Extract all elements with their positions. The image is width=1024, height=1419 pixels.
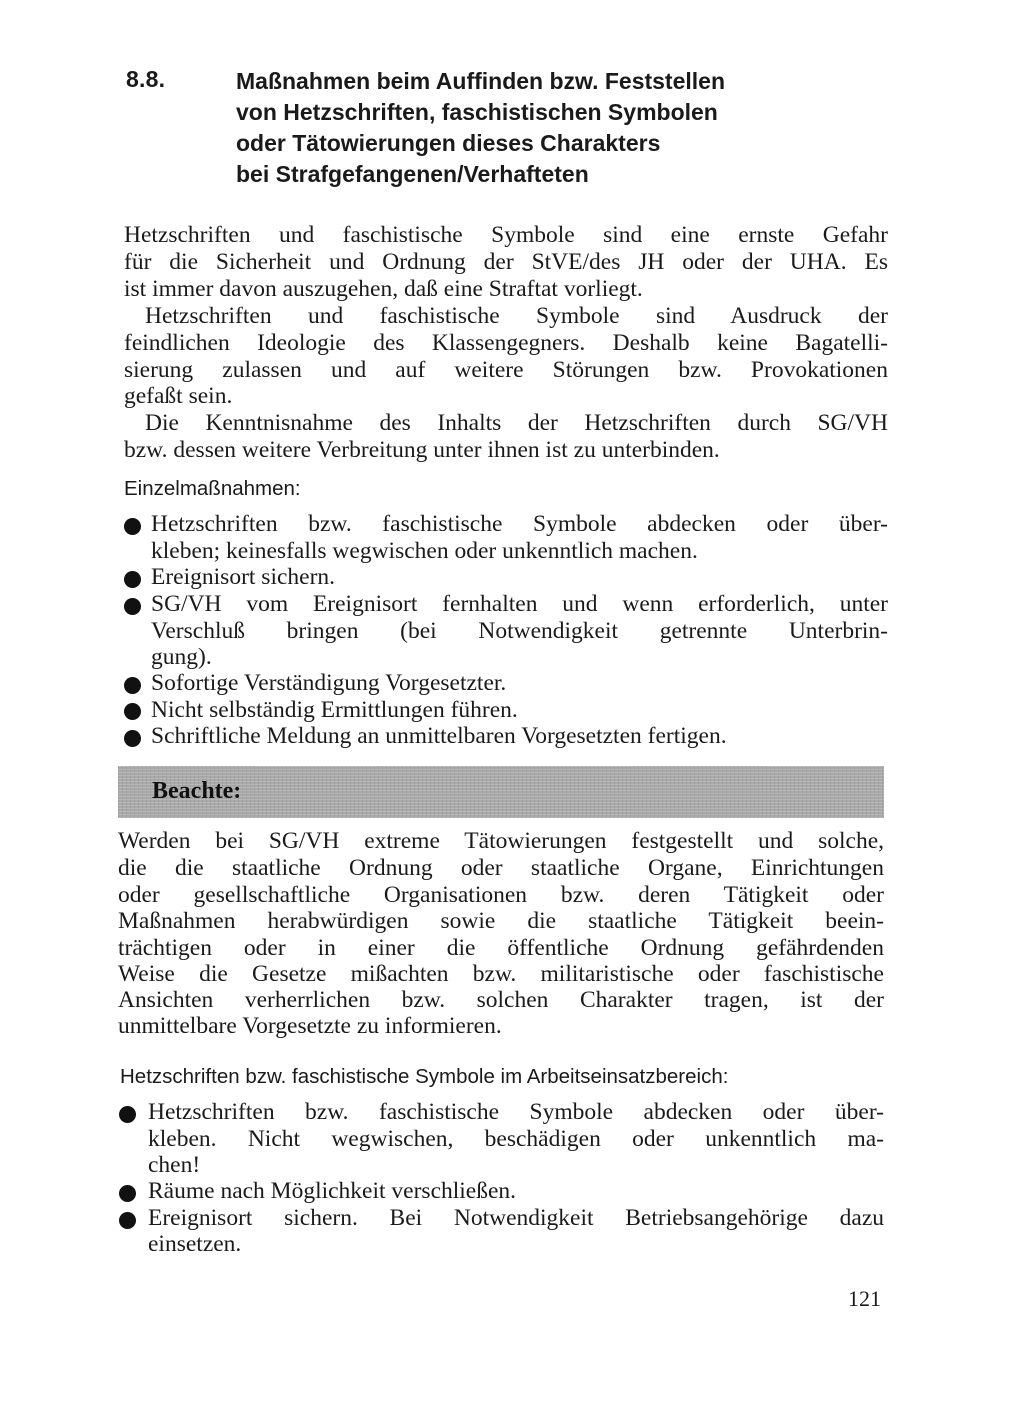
list-item-continuation: kleben. Nicht wegwischen, beschädigen oder unkenntlich ma-: [148, 1126, 884, 1152]
page-number: 121: [848, 1286, 881, 1311]
list-item-continuation: chen!: [148, 1152, 201, 1178]
bullet-icon: [124, 571, 141, 588]
list-item: Nicht selbständig Ermittlungen führen.: [151, 697, 518, 723]
list-item: Ereignisort sichern.: [151, 564, 336, 590]
list-item-continuation: kleben; keinesfalls wegwischen oder unkenntlich machen.: [151, 538, 698, 564]
bullet-icon: [124, 730, 141, 747]
text-line: Werden bei SG/VH extreme Tätowierungen festgestellt und solche,: [118, 828, 884, 854]
text-line: für die Sicherheit und Ordnung der StVE/des JH oder der UHA. Es: [124, 249, 888, 275]
text-line: Ansichten verherrlichen bzw. solchen Charakter tragen, ist der: [118, 987, 884, 1013]
list-item: Schriftliche Meldung an unmittelbaren Vorgesetzten fertigen.: [151, 723, 727, 749]
beachte-label: Beachte:: [152, 778, 242, 804]
text-line: die die staatliche Ordnung oder staatliche Organe, Einrichtungen: [118, 855, 884, 881]
section-title-line: Maßnahmen beim Auffinden bzw. Feststellen: [236, 68, 726, 94]
section-title-line: oder Tätowierungen dieses Charakters: [236, 130, 661, 156]
arbeitseinsatz-label: Hetzschriften bzw. faschistische Symbole im Arbeitseinsatzbereich:: [120, 1065, 729, 1088]
text-line: Weise die Gesetze mißachten bzw. militaristische oder faschistische: [118, 961, 884, 987]
text-line: ist immer davon auszugehen, daß eine Straftat vorliegt.: [124, 276, 643, 302]
text-line: Maßnahmen herabwürdigen sowie die staatliche Tätigkeit beein-: [118, 908, 884, 934]
text-line: unmittelbare Vorgesetzte zu informieren.: [118, 1013, 502, 1039]
bullet-icon: [119, 1106, 136, 1123]
text-line: oder gesellschaftliche Organisationen bzw. deren Tätigkeit oder: [118, 882, 884, 908]
list-item-continuation: Verschluß bringen (bei Notwendigkeit getrennte Unterbrin-: [151, 618, 888, 644]
section-title: [236, 66, 806, 190]
bullet-icon: [124, 703, 141, 720]
list-item-continuation: einsetzen.: [148, 1231, 242, 1257]
text-line: bzw. dessen weitere Verbreitung unter ihnen ist zu unterbinden.: [124, 437, 720, 463]
text-line: feindlichen Ideologie des Klassengegners. Deshalb keine Bagatelli-: [124, 330, 888, 356]
text-line: Die Kenntnisnahme des Inhalts der Hetzschriften durch SG/VH: [145, 410, 888, 436]
section-number: 8.8.: [126, 66, 166, 92]
bullet-icon: [124, 677, 141, 694]
list-item: Räume nach Möglichkeit verschließen.: [148, 1178, 517, 1204]
list-item: Hetzschriften bzw. faschistische Symbole abdecken oder über-: [151, 511, 888, 537]
text-line: Hetzschriften und faschistische Symbole sind Ausdruck der: [145, 303, 888, 329]
list-item: Ereignisort sichern. Bei Notwendigkeit Betriebsangehörige dazu: [148, 1205, 884, 1231]
einzelmassnahmen-label: Einzelmaßnahmen:: [124, 477, 301, 500]
section-title-line: von Hetzschriften, faschistischen Symbolen: [236, 99, 718, 125]
text-line: trächtigen oder in einer die öffentliche Ordnung gefährdenden: [118, 935, 884, 961]
list-item: Sofortige Verständigung Vorgesetzter.: [151, 670, 507, 696]
bullet-icon: [124, 598, 141, 615]
list-item: Hetzschriften bzw. faschistische Symbole abdecken oder über-: [148, 1099, 884, 1125]
bullet-icon: [124, 518, 141, 535]
text-line: Hetzschriften und faschistische Symbole sind eine ernste Gefahr: [124, 222, 888, 248]
beachte-banner: [118, 766, 884, 818]
list-item: SG/VH vom Ereignisort fernhalten und wenn erforderlich, unter: [151, 591, 888, 617]
text-line: gefaßt sein.: [124, 383, 233, 409]
bullet-icon: [119, 1185, 136, 1202]
bullet-icon: [119, 1212, 136, 1229]
list-item-continuation: gung).: [151, 644, 212, 670]
section-title-line: bei Strafgefangenen/Verhafteten: [236, 161, 589, 187]
text-line: sierung zulassen und auf weitere Störungen bzw. Provokationen: [124, 357, 888, 383]
